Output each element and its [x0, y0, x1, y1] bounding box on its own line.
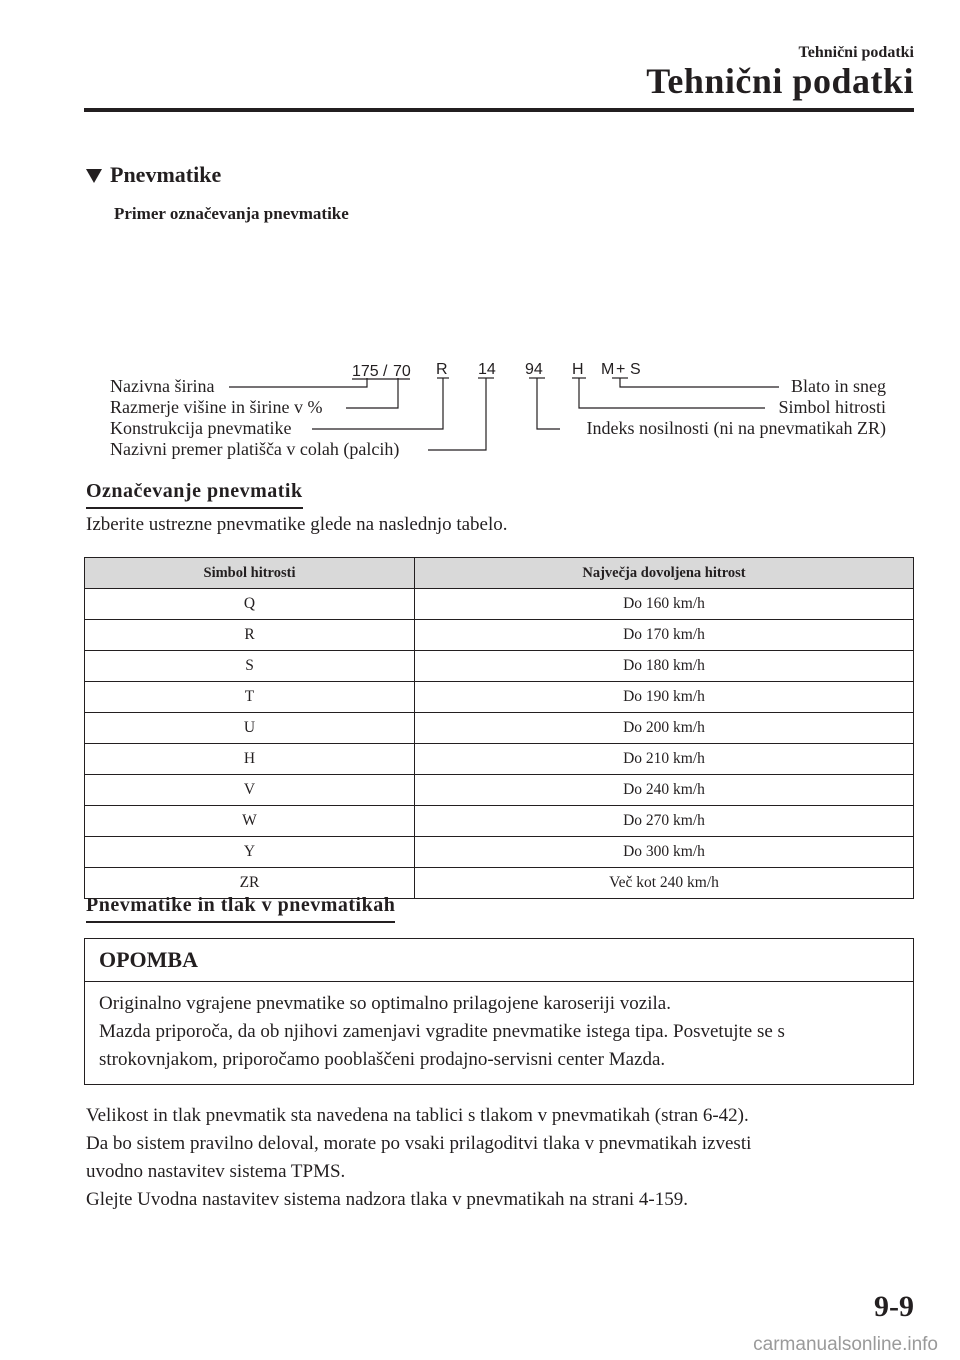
table-row	[85, 651, 914, 682]
note-box	[84, 938, 914, 1085]
marking-heading: Označevanje pnevmatik	[86, 480, 303, 509]
speed-symbol-cell: T	[85, 682, 415, 713]
leader-construction	[312, 378, 443, 429]
paragraph-line: Glejte Uvodna nastavitev sistema nadzora tlaka v pnevmatikah na strani 4-159.	[86, 1189, 689, 1210]
max-speed-cell: Do 240 km/h	[415, 775, 914, 806]
page-number: 9-9	[874, 1290, 914, 1323]
running-header-small: Tehnični podatki	[798, 44, 914, 61]
speed-symbol-cell: U	[85, 713, 415, 744]
speed-symbol-cell: W	[85, 806, 415, 837]
speed-symbol-table	[84, 557, 914, 899]
table-row	[85, 806, 914, 837]
column-header: Največja dovoljena hitrost	[415, 558, 914, 589]
speed-symbol-cell: V	[85, 775, 415, 806]
note-body	[85, 982, 913, 1084]
leader-load	[537, 378, 560, 429]
column-header: Simbol hitrosti	[85, 558, 415, 589]
watermark: carmanualsonline.info	[753, 1334, 938, 1355]
table-row	[85, 837, 914, 868]
code-r: R	[436, 361, 448, 378]
table-header-row	[85, 558, 914, 589]
max-speed-cell: Do 270 km/h	[415, 806, 914, 837]
pressure-paragraph	[86, 1102, 916, 1214]
speed-symbol-cell: R	[85, 620, 415, 651]
max-speed-cell: Več kot 240 km/h	[415, 868, 914, 899]
speed-symbol-cell: S	[85, 651, 415, 682]
speed-symbol-cell: H	[85, 744, 415, 775]
table-row	[85, 775, 914, 806]
table-row	[85, 744, 914, 775]
triangle-bullet-icon	[86, 169, 102, 183]
label-mud-snow: Blato in sneg	[791, 376, 886, 396]
section-title-text: Pnevmatike	[110, 162, 222, 187]
paragraph-line: Velikost in tlak pnevmatik sta navedena na tablici s tlakom v pnevmatikah (stran 6-42).	[86, 1105, 749, 1126]
max-speed-cell: Do 170 km/h	[415, 620, 914, 651]
leader-width	[229, 378, 367, 387]
label-construction: Konstrukcija pnevmatike	[110, 418, 292, 438]
note-line: Originalno vgrajene pnevmatike so optimalno prilagojene karoseriji vozila.	[99, 993, 671, 1014]
code-slash: /	[383, 363, 388, 380]
max-speed-cell: Do 190 km/h	[415, 682, 914, 713]
code-plus: +	[616, 361, 626, 378]
running-header-title: Tehnični podatki	[646, 61, 914, 101]
table-row	[85, 620, 914, 651]
code-70: 70	[393, 363, 411, 380]
header-rule	[84, 108, 914, 112]
paragraph-line: uvodno nastavitev sistema TPMS.	[86, 1161, 346, 1182]
code-h: H	[572, 361, 584, 378]
speed-symbol-cell: ZR	[85, 868, 415, 899]
max-speed-cell: Do 300 km/h	[415, 837, 914, 868]
leader-speed	[579, 378, 765, 408]
note-line: strokovnjakom, priporočamo pooblaščeni prodajno-servisni center Mazda.	[99, 1049, 666, 1070]
note-title: OPOMBA	[85, 939, 913, 982]
tire-marking-diagram	[0, 340, 960, 470]
pressure-heading: Pnevmatike in tlak v pnevmatikah	[86, 894, 395, 923]
speed-symbol-cell: Q	[85, 589, 415, 620]
speed-symbol-cell: Y	[85, 837, 415, 868]
table-row	[85, 589, 914, 620]
max-speed-cell: Do 200 km/h	[415, 713, 914, 744]
label-load-index: Indeks nosilnosti (ni na pnevmatikah ZR)	[586, 418, 886, 438]
code-175: 175	[352, 363, 379, 380]
code-m: M	[601, 361, 615, 378]
section-title	[86, 162, 221, 188]
table-row	[85, 682, 914, 713]
label-aspect-ratio: Razmerje višine in širine v %	[110, 397, 323, 417]
code-s: S	[630, 361, 641, 378]
label-nominal-width: Nazivna širina	[110, 376, 215, 396]
leader-rim	[428, 378, 486, 450]
label-speed-symbol: Simbol hitrosti	[778, 397, 886, 417]
leader-mud	[620, 378, 779, 387]
paragraph-line: Da bo sistem pravilno deloval, morate po vsaki prilagoditvi tlaka v pnevmatikah izvesti	[86, 1133, 752, 1154]
label-rim-diameter: Nazivni premer platišča v colah (palcih)	[110, 439, 400, 459]
leader-ratio	[346, 378, 398, 408]
max-speed-cell: Do 160 km/h	[415, 589, 914, 620]
max-speed-cell: Do 210 km/h	[415, 744, 914, 775]
max-speed-cell: Do 180 km/h	[415, 651, 914, 682]
note-line: Mazda priporoča, da ob njihovi zamenjavi vgradite pnevmatike istega tipa. Posvetujte se s	[99, 1021, 785, 1042]
table-row	[85, 713, 914, 744]
marking-intro: Izberite ustrezne pnevmatike glede na naslednjo tabelo.	[86, 514, 508, 535]
diagram-caption: Primer označevanja pnevmatike	[114, 204, 349, 223]
code-14: 14	[478, 361, 496, 378]
code-94: 94	[525, 361, 543, 378]
